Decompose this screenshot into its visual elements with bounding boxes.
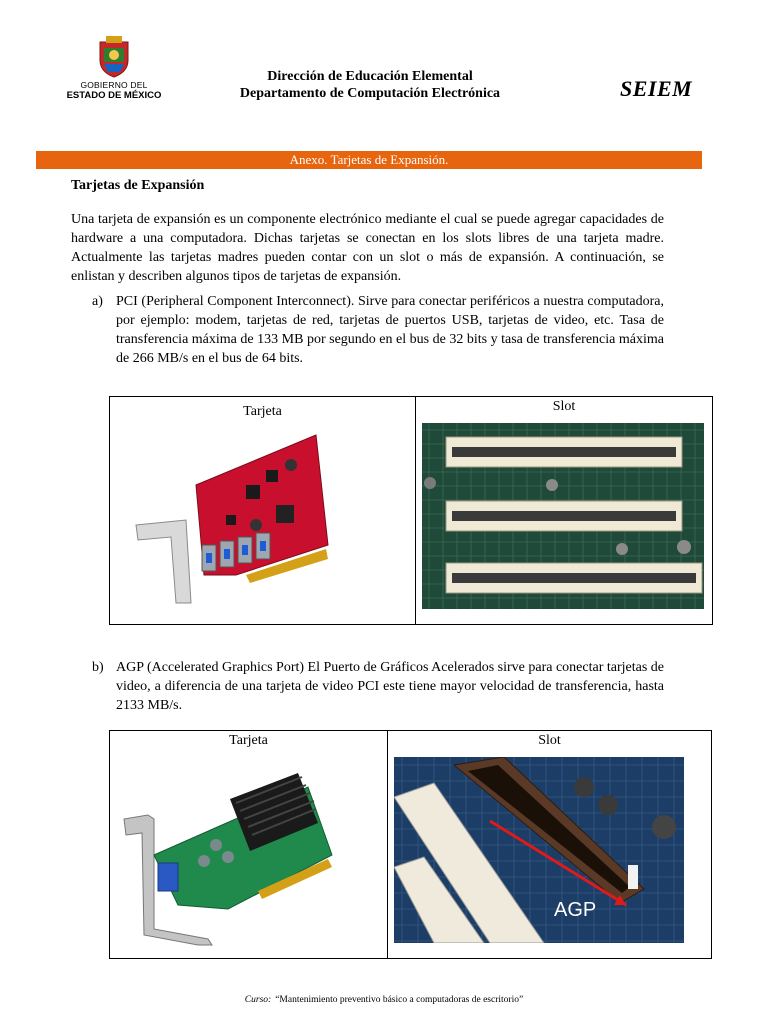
intro-paragraph: Una tarjeta de expansión es un componente electrónico mediante el cual se puede agregar capacidades de hardware a una computadora. Dichas tarjetas se conectan en los slots libres de una tarjeta madre. Actualmente las tarjetas madres pueden contar con un slot o más de expansión. A continuación, se enlistan y describen algunos tipos de tarjetas de expansión.	[71, 212, 664, 284]
pci-image-table	[109, 396, 713, 625]
agp-card-cell	[110, 731, 388, 959]
list-marker: b)	[92, 660, 104, 675]
header-title-line2: Departamento de Computación Electrónica	[239, 86, 501, 101]
footer-curso-label: Curso:	[244, 995, 272, 1005]
pci-slot-image	[422, 423, 704, 609]
agp-image-table	[109, 730, 712, 959]
card-label: Tarjeta	[229, 733, 268, 748]
logo-text-line2: ESTADO DE MÉXICO	[66, 90, 162, 101]
pci-card-image	[116, 425, 336, 605]
logo-text-line1: GOBIERNO DEL	[80, 80, 148, 90]
list-item-pci	[92, 292, 664, 368]
section-title: Tarjetas de Expansión	[71, 178, 205, 193]
government-logo	[62, 36, 166, 108]
agp-card-image	[118, 759, 344, 949]
slot-label: Slot	[552, 399, 576, 414]
annex-banner: Anexo. Tarjetas de Expansión.	[36, 151, 702, 169]
agp-slot-cell	[388, 731, 712, 959]
header-title-line1: Dirección de Educación Elemental	[267, 69, 473, 84]
list-item-text: AGP (Accelerated Graphics Port) El Puerto de Gráficos Acelerados sirve para conectar tarjetas de video, a diferencia de una tarjeta de video PCI este tiene mayor velocidad de transferencia, hasta 2133 MB/s.	[116, 660, 664, 713]
footer-course-name: “Mantenimiento preventivo básico a computadoras de escritorio”	[275, 995, 524, 1005]
pci-slot-cell	[416, 397, 713, 625]
card-label: Tarjeta	[243, 404, 282, 419]
state-seal-icon	[94, 36, 134, 78]
agp-slot-image	[394, 757, 684, 943]
agp-overlay-label: AGP	[554, 899, 597, 921]
pci-card-cell	[110, 397, 416, 625]
page-footer	[0, 995, 768, 1005]
document-header	[200, 68, 540, 102]
list-item-text: PCI (Peripheral Component Interconnect). Sirve para conectar periféricos a nuestra computadora, por ejemplo: modem, tarjetas de red, tarjetas de puertos USB, tarjetas de video, etc. Tasa de transferencia máxima de 133 MB por segundo en el bus de 32 bits y tasa de transferencia máxima de 266 MB/s en el bus de 64 bits.	[116, 294, 664, 366]
seiem-brand: SEIEM	[620, 76, 693, 101]
list-marker: a)	[92, 294, 103, 309]
slot-label: Slot	[538, 733, 561, 748]
list-item-agp	[92, 658, 664, 715]
